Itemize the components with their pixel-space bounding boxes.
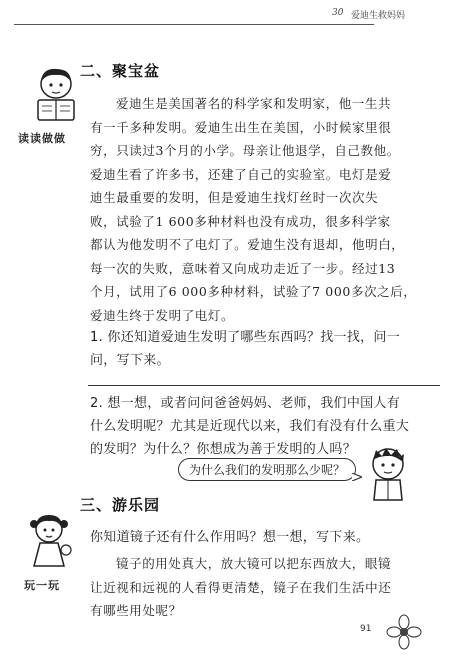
side-label-play: 玩一玩 (24, 579, 60, 592)
bubble-tail (352, 466, 362, 474)
question-line: 1. 你还知道爱迪生发明了哪些东西吗？找一找，问一 (90, 330, 401, 345)
question-line: 问，写下来。 (90, 353, 170, 368)
flower-decoration-icon (384, 614, 424, 650)
header-divider (14, 24, 374, 25)
side-label-read-and-do: 读读做做 (18, 132, 66, 145)
paragraph-line: 迪生最重要的发明，但是爱迪生找灯丝时一次次失 (90, 190, 379, 205)
paragraph-line: 都认为他发明不了电灯了。爱迪生没有退却，他明白， (90, 237, 405, 252)
paragraph-line: 有哪些用处呢？ (90, 603, 182, 618)
paragraph-line: 爱迪生终于发明了电灯。 (90, 307, 235, 323)
edison-paragraph (90, 92, 440, 327)
mirror-question: 你知道镜子还有什么作用吗？想一想，写下来。 (90, 530, 370, 545)
thinking-boy-icon (364, 446, 412, 502)
section-title-treasure-bowl: 二、聚宝盆 (80, 62, 161, 80)
paragraph-line: 爱迪生看了许多书，还建了自己的实验室。电灯是爱 (90, 166, 392, 182)
question-line: 什么发明呢？尤其是近现代以来，我们有没有什么重大 (90, 419, 410, 434)
header-page-number: 30 (332, 8, 344, 18)
question-line: 2. 想一想，或者问问爸爸妈妈、老师，我们中国人有 (90, 396, 401, 411)
paragraph-line: 每一次的失败，意味着又向成功走近了一步。经过13 (90, 260, 396, 276)
page-header (0, 0, 460, 32)
reading-boy-icon (30, 66, 82, 126)
paragraph-line: 个月，试用了6 000多种材料，试验了7 000多次之后， (90, 284, 417, 299)
question-1 (90, 326, 440, 372)
mirror-paragraph (90, 552, 440, 623)
answer-line[interactable] (88, 385, 440, 386)
paragraph-line: 爱迪生是美国著名的科学家和发明家，他一生共 (116, 96, 392, 111)
question-line: 的发明？为什么？你想成为善于发明的人吗？ (90, 442, 357, 457)
paragraph-line: 有一千多种发明。爱迪生出生在美国，小时候家里很 (90, 119, 392, 135)
running-title: 爱迪生救妈妈 (351, 11, 406, 21)
girl-mirror-icon (26, 512, 72, 570)
section-title-playground: 三、游乐园 (80, 496, 161, 514)
footer-page-number: 91 (360, 624, 372, 634)
paragraph-line: 让近视和远视的人看得更清楚，镜子在我们生活中还 (90, 579, 392, 595)
paragraph-line: 败，试验了1 600多种材料也没有成功，很多科学家 (90, 213, 391, 229)
speech-bubble: 为什么我们的发明那么少呢？ (178, 458, 356, 481)
paragraph-line: 穷，只读过3个月的小学。母亲让他退学，自己教他。 (90, 143, 400, 158)
paragraph-line: 镜子的用处真大，放大镜可以把东西放大，眼镜 (116, 556, 392, 571)
